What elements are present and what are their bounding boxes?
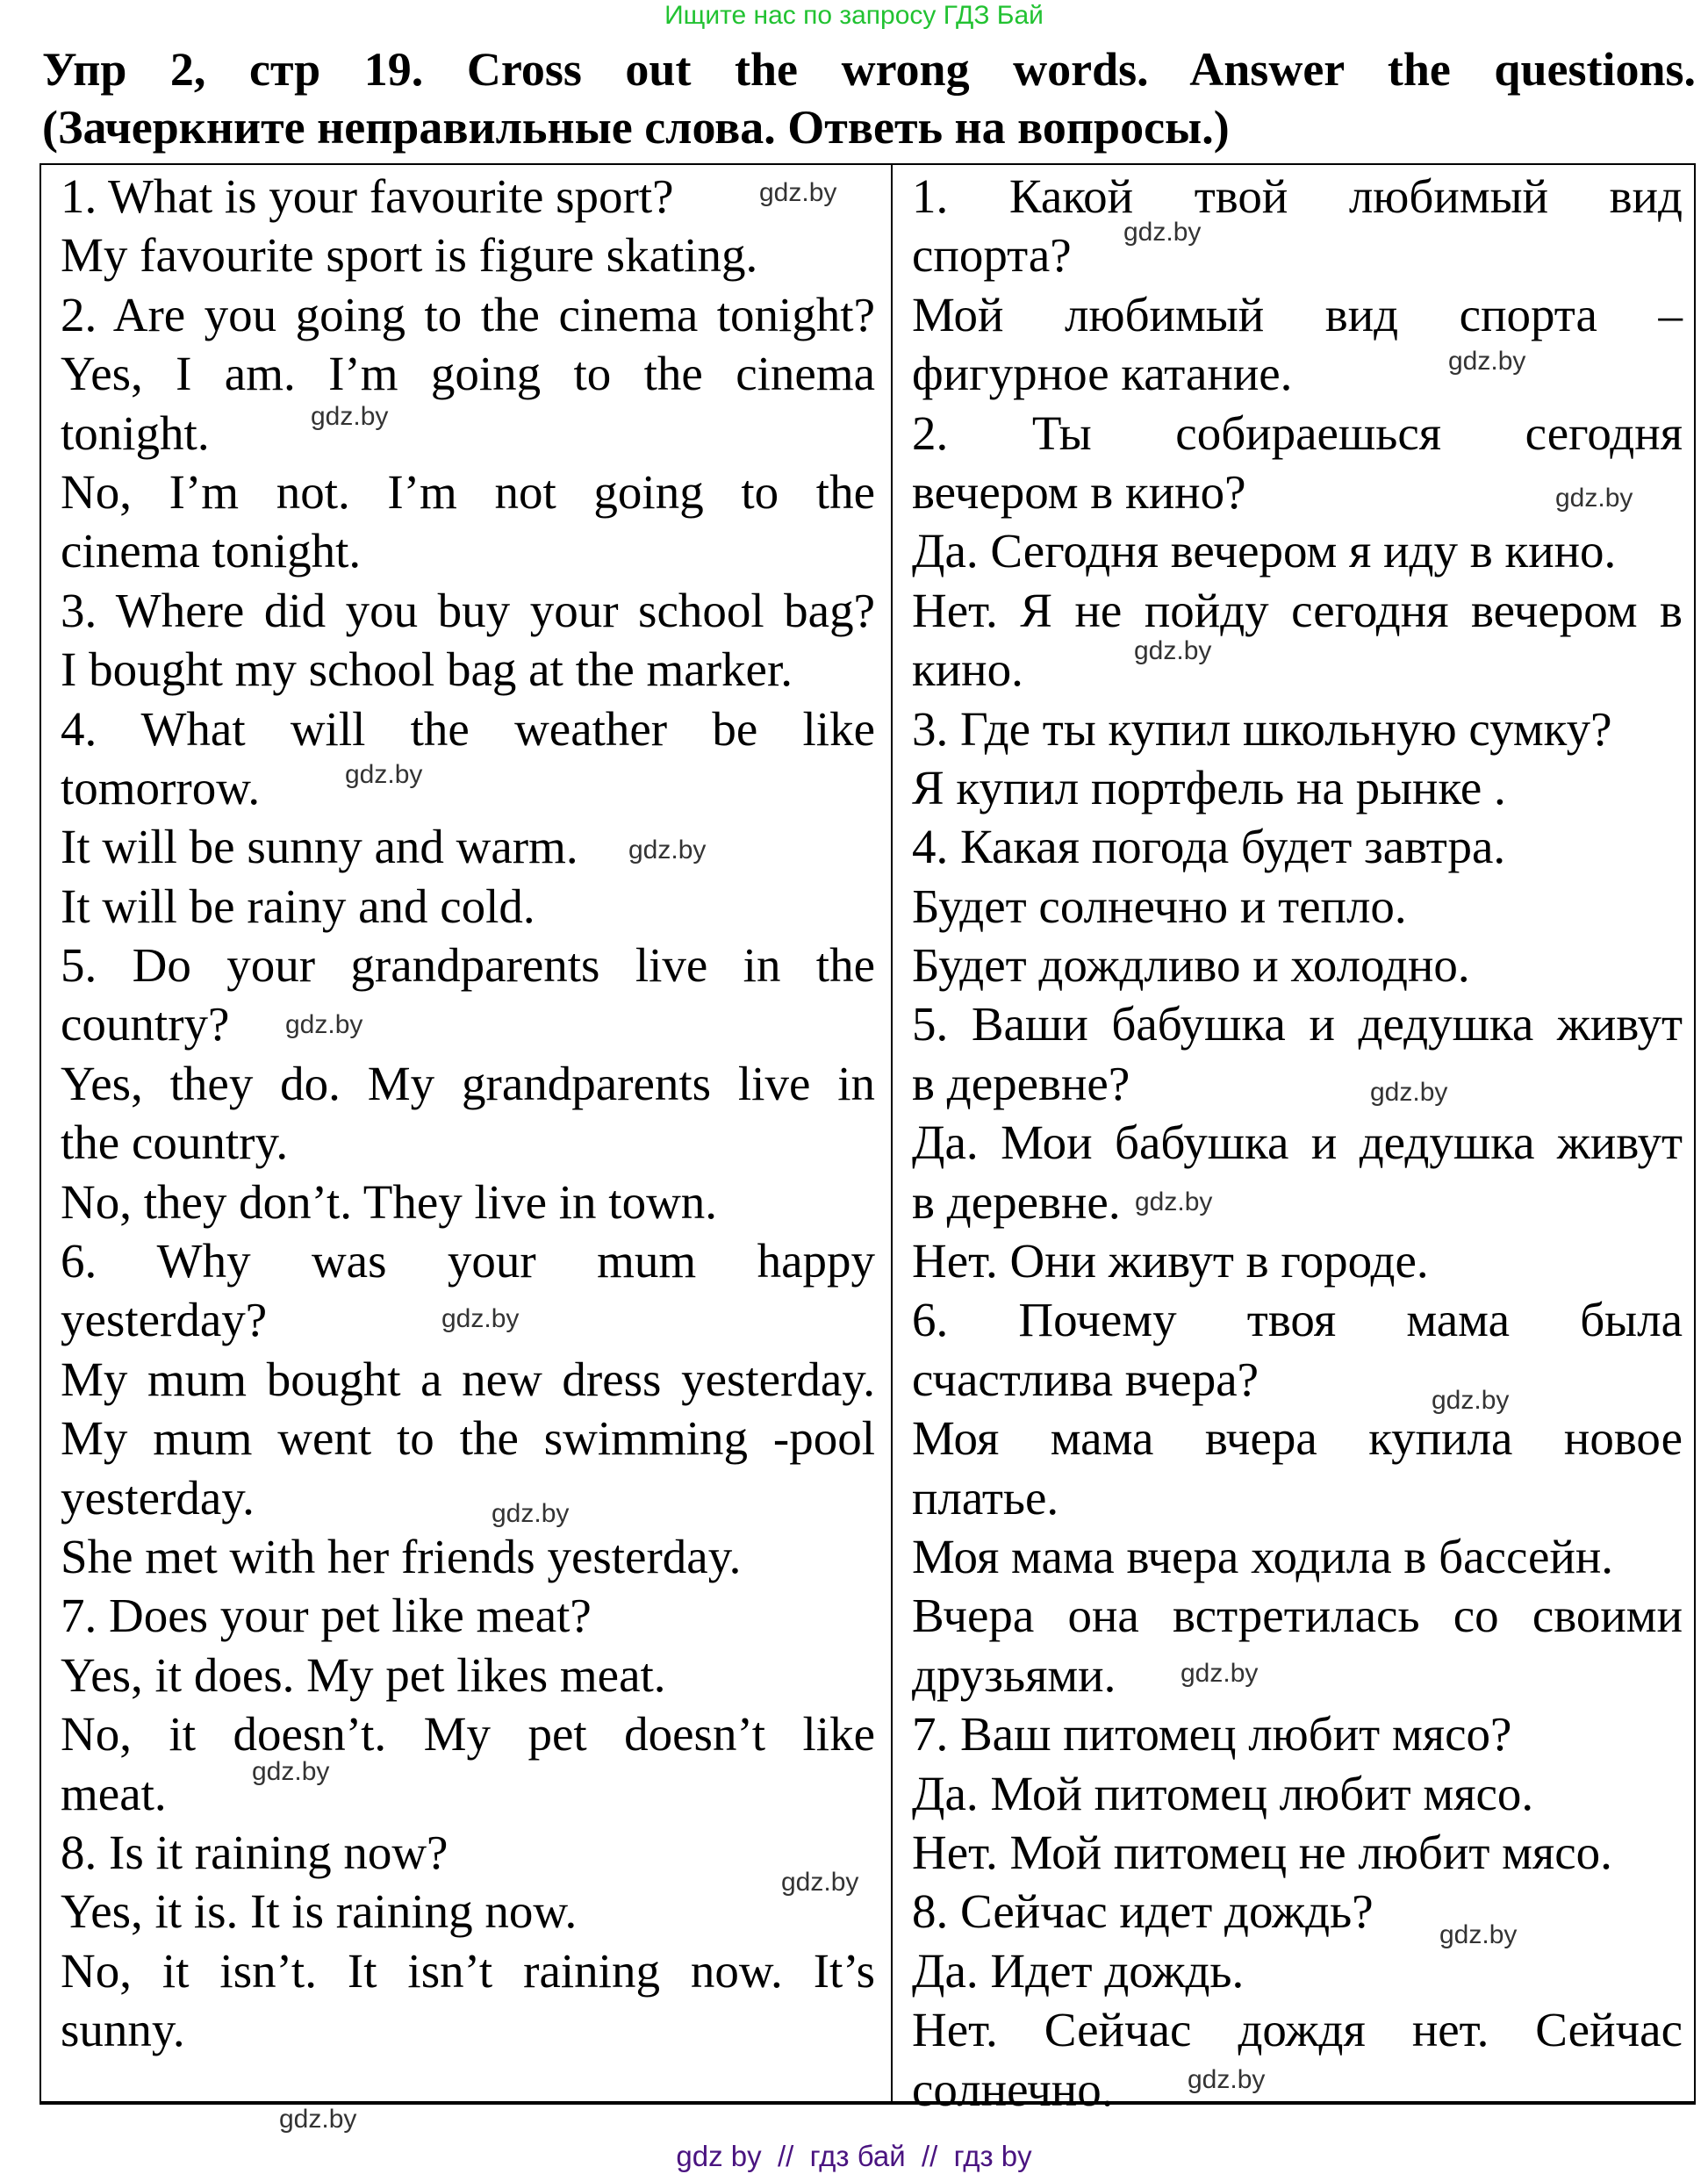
text-line: Нет. Мой питомец не любит мясо. — [912, 1825, 1612, 1879]
text-line: the country. — [61, 1116, 289, 1170]
text-line: My mum went to the swimming -pool — [61, 1411, 875, 1466]
english-column — [61, 167, 875, 2060]
text-line: спорта? — [912, 228, 1072, 283]
russian-column — [912, 167, 1683, 2119]
text-line: No, I’m not. I’m not going to the — [61, 464, 875, 519]
text-line: кино. — [912, 642, 1023, 697]
text-line: My favourite sport is figure skating. — [61, 228, 758, 283]
text-line: Нет. Они живут в городе. — [912, 1234, 1429, 1288]
text-line: вечером в кино? — [912, 464, 1246, 519]
title-line-english: Упр 2, стр 19. Cross out the wrong words. Answer the questions. — [42, 43, 1696, 96]
text-line: Нет. Сейчас дождя нет. Сейчас — [912, 2003, 1683, 2057]
text-line: Да. Мои бабушка и дедушка живут — [912, 1116, 1683, 1170]
text-line: Yes, they do. My grandparents live in — [61, 1056, 875, 1110]
text-line: cinema tonight. — [61, 524, 362, 578]
text-line: Моя мама вчера ходила в бассейн. — [912, 1529, 1614, 1583]
text-line: Yes, it is. It is raining now. — [61, 1884, 578, 1939]
text-line: Да. Идет дождь. — [912, 1943, 1245, 1998]
text-line: It will be rainy and cold. — [61, 879, 535, 933]
text-line: 2. Ты собираешься сегодня — [912, 405, 1683, 460]
answers-table — [39, 163, 1696, 2116]
text-line: tonight. — [61, 405, 210, 460]
text-line: Да. Мой питомец любит мясо. — [912, 1766, 1534, 1820]
watermark-label: gdz.by — [279, 2105, 357, 2134]
watermark-label: gdz.by — [759, 178, 837, 207]
watermark-label: gdz.by — [1448, 347, 1526, 376]
text-line: Будет дождливо и холодно. — [912, 938, 1470, 993]
text-line: Моя мама вчера купила новое — [912, 1411, 1683, 1466]
text-line: 3. Где ты купил школьную сумку? — [912, 701, 1612, 756]
watermark-label: gdz.by — [1135, 1187, 1213, 1216]
text-line: yesterday. — [61, 1470, 255, 1525]
text-line: 7. Ваш питомец любит мясо? — [912, 1707, 1512, 1761]
text-line: She met with her friends yesterday. — [61, 1529, 742, 1583]
text-line: Yes, it does. My pet likes meat. — [61, 1647, 666, 1702]
text-line: фигурное катание. — [912, 347, 1293, 401]
text-line: 5. Ваши бабушка и дедушка живут — [912, 997, 1683, 1051]
text-line: 8. Сейчас идет дождь? — [912, 1884, 1374, 1939]
text-line: Yes, I am. I’m going to the cinema — [61, 347, 875, 401]
watermark-label: gdz.by — [311, 402, 389, 431]
text-line: country? — [61, 997, 230, 1051]
watermark-label: gdz.by — [285, 1010, 363, 1039]
watermark-label: gdz.by — [1123, 218, 1202, 247]
watermark-label: gdz.by — [492, 1499, 570, 1528]
watermark-label: gdz.by — [1439, 1920, 1518, 1949]
column-divider — [891, 165, 893, 2101]
watermark-label: gdz.by — [781, 1868, 859, 1897]
title-line-russian: (Зачеркните неправильные слова. Ответь на вопросы.) — [42, 101, 1230, 154]
watermark-label: gdz.by — [1432, 1386, 1510, 1415]
text-line: платье. — [912, 1470, 1059, 1525]
text-line: 1. Какой твой любимый вид — [912, 169, 1683, 223]
text-line: 1. What is your favourite sport? — [61, 169, 674, 223]
text-line: Нет. Я не пойду сегодня вечером в — [912, 583, 1683, 637]
text-line: No, it doesn’t. My pet doesn’t like — [61, 1707, 875, 1761]
text-line: 3. Where did you buy your school bag? — [61, 583, 875, 637]
text-line: 4. What will the weather be like — [61, 701, 875, 756]
watermark-label: gdz.by — [628, 836, 707, 865]
watermark-label: gdz.by — [1188, 2065, 1266, 2094]
text-line: Да. Сегодня вечером я иду в кино. — [912, 524, 1617, 578]
text-line: 5. Do your grandparents live in the — [61, 938, 875, 993]
watermark-label: gdz.by — [252, 1757, 330, 1786]
text-line: No, it isn’t. It isn’t raining now. It’s — [61, 1943, 875, 1998]
text-line: 2. Are you going to the cinema tonight? — [61, 287, 875, 341]
watermark-label: gdz.by — [1181, 1659, 1259, 1688]
text-line: счастлива вчера? — [912, 1352, 1259, 1406]
page-title — [42, 40, 1696, 156]
text-line: yesterday? — [61, 1293, 268, 1347]
text-line: I bought my school bag at the marker. — [61, 642, 793, 697]
text-line: tomorrow. — [61, 760, 261, 814]
text-line: 8. Is it raining now? — [61, 1825, 449, 1879]
text-line: meat. — [61, 1766, 167, 1820]
footer-links: gdz by // гдз бай // гдз by — [676, 2140, 1032, 2172]
text-line: друзьями. — [912, 1647, 1116, 1702]
search-banner: Ищите нас по запросу ГДЗ Бай — [664, 1, 1044, 30]
watermark-label: gdz.by — [1370, 1078, 1448, 1107]
text-line: Мой любимый вид спорта – — [912, 287, 1683, 341]
watermark-label: gdz.by — [1134, 636, 1212, 665]
text-line: солнечно. — [912, 2062, 1114, 2116]
text-line: 4. Какая погода будет завтра. — [912, 820, 1506, 874]
text-line: My mum bought a new dress yesterday. — [61, 1352, 875, 1406]
text-line: Будет солнечно и тепло. — [912, 879, 1407, 933]
text-line: Я купил портфель на рынке . — [912, 760, 1506, 814]
text-line: sunny. — [61, 2003, 185, 2057]
text-line: в деревне? — [912, 1056, 1130, 1110]
text-line: Вчера она встретилась со своими — [912, 1589, 1683, 1643]
text-line: в деревне. — [912, 1174, 1121, 1229]
watermark-label: gdz.by — [1555, 484, 1633, 513]
text-line: No, they don’t. They live in town. — [61, 1174, 718, 1229]
watermark-label: gdz.by — [441, 1304, 520, 1333]
text-line: 6. Why was your mum happy — [61, 1234, 875, 1288]
text-line: 7. Does your pet like meat? — [61, 1589, 592, 1643]
watermark-label: gdz.by — [345, 760, 423, 789]
text-line: It will be sunny and warm. — [61, 820, 578, 874]
text-line: 6. Почему твоя мама была — [912, 1293, 1683, 1347]
